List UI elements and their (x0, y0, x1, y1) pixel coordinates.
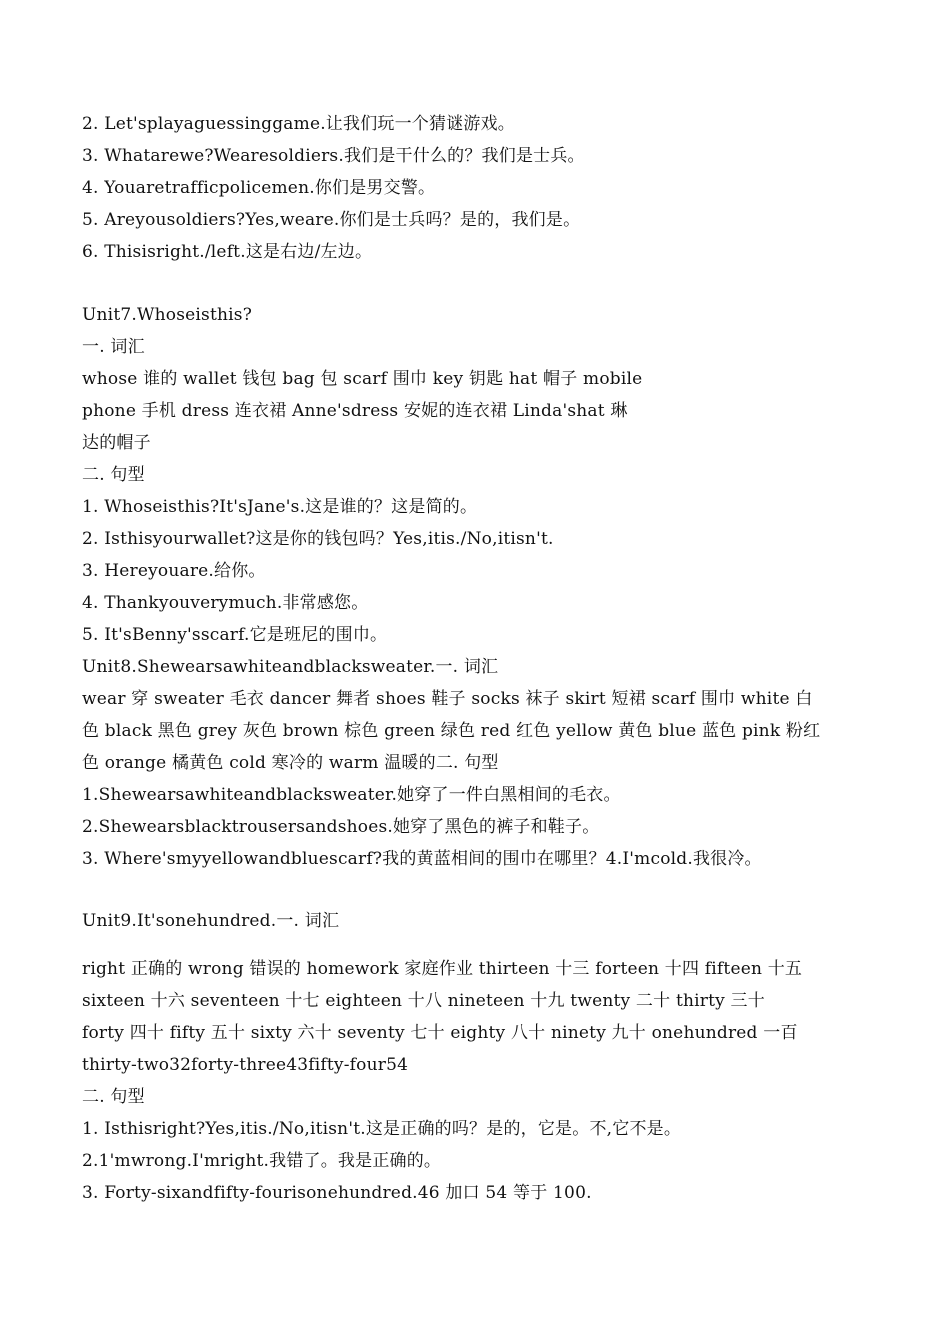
text-line: phone 手机 dress 连衣裙 Anne'sdress 安妮的连衣裙 Linda'shat 琳 (82, 401, 628, 421)
text-line: 3. Forty-sixandfifty-fourisonehundred.46 加口 54 等于 100. (82, 1183, 592, 1203)
text-line: 1. Isthisright?Yes,itis./No,itisn't.这是正确的吗？是的，它是。不,它不是。 (82, 1119, 682, 1139)
section-heading: 二. 句型 (82, 465, 145, 485)
text-line: 2.1'mwrong.I'mright.我错了。我是正确的。 (82, 1151, 442, 1171)
text-line: 1.Shewearsawhiteandblacksweater.她穿了一件白黑相间的毛衣。 (82, 785, 621, 805)
text-line: 色 orange 橘黄色 cold 寒冷的 warm 温暖的二. 句型 (82, 753, 499, 773)
text-line: 3. Hereyouare.给你。 (82, 561, 266, 581)
unit-heading: Unit9.It'sonehundred.一. 词汇 (82, 911, 340, 931)
text-line: 5. Areyousoldiers?Yes,weare.你们是士兵吗？是的，我们是。 (82, 210, 581, 230)
text-line: 达的帽子 (82, 433, 151, 453)
text-line: 4. Thankyouverymuch.非常感您。 (82, 593, 369, 613)
text-line: 3. Whatarewe?Wearesoldiers.我们是干什么的？我们是士兵。 (82, 146, 585, 166)
text-line: forty 四十 fifty 五十 sixty 六十 seventy 七十 eighty 八十 ninety 九十 onehundred 一百 (82, 1023, 798, 1043)
text-line: thirty-two32forty-three43fifty-four54 (82, 1055, 409, 1075)
text-line: 2. Let'splayaguessinggame.让我们玩一个猜谜游戏。 (82, 114, 516, 134)
unit-heading: Unit7.Whoseisthis? (82, 305, 253, 325)
text-line: wear 穿 sweater 毛衣 dancer 舞者 shoes 鞋子 socks 袜子 skirt 短裙 scarf 围巾 white 白 (82, 689, 813, 709)
unit-heading: Unit8.Shewearsawhiteandblacksweater.一. 词汇 (82, 657, 499, 677)
text-line: 色 black 黑色 grey 灰色 brown 棕色 green 绿色 red 红色 yellow 黄色 blue 蓝色 pink 粉红 (82, 721, 821, 741)
text-line: 1. Whoseisthis?It'sJane's.这是谁的？这是简的。 (82, 497, 478, 517)
text-line: 2.Shewearsblacktrousersandshoes.她穿了黑色的裤子和鞋子。 (82, 817, 600, 837)
text-line: 5. It'sBenny'sscarf.它是班尼的围巾。 (82, 625, 388, 645)
text-line: sixteen 十六 seventeen 十七 eighteen 十八 nineteen 十九 twenty 二十 thirty 三十 (82, 991, 765, 1011)
text-line: right 正确的 wrong 错误的 homework 家庭作业 thirteen 十三 forteen 十四 fifteen 十五 (82, 959, 803, 979)
text-line: 2. Isthisyourwallet?这是你的钱包吗？Yes,itis./No,itisn't. (82, 529, 554, 549)
section-heading: 二. 句型 (82, 1087, 145, 1107)
text-line: whose 谁的 wallet 钱包 bag 包 scarf 围巾 key 钥匙 hat 帽子 mobile (82, 369, 643, 389)
text-line: 3. Where'smyyellowandbluescarf?我的黄蓝相间的围巾在哪里？4.I'mcold.我很冷。 (82, 849, 762, 869)
text-line: 6. Thisisright./left.这是右边/左边。 (82, 242, 373, 262)
section-heading: 一. 词汇 (82, 337, 145, 357)
text-line: 4. Youaretrafficpolicemen.你们是男交警。 (82, 178, 436, 198)
